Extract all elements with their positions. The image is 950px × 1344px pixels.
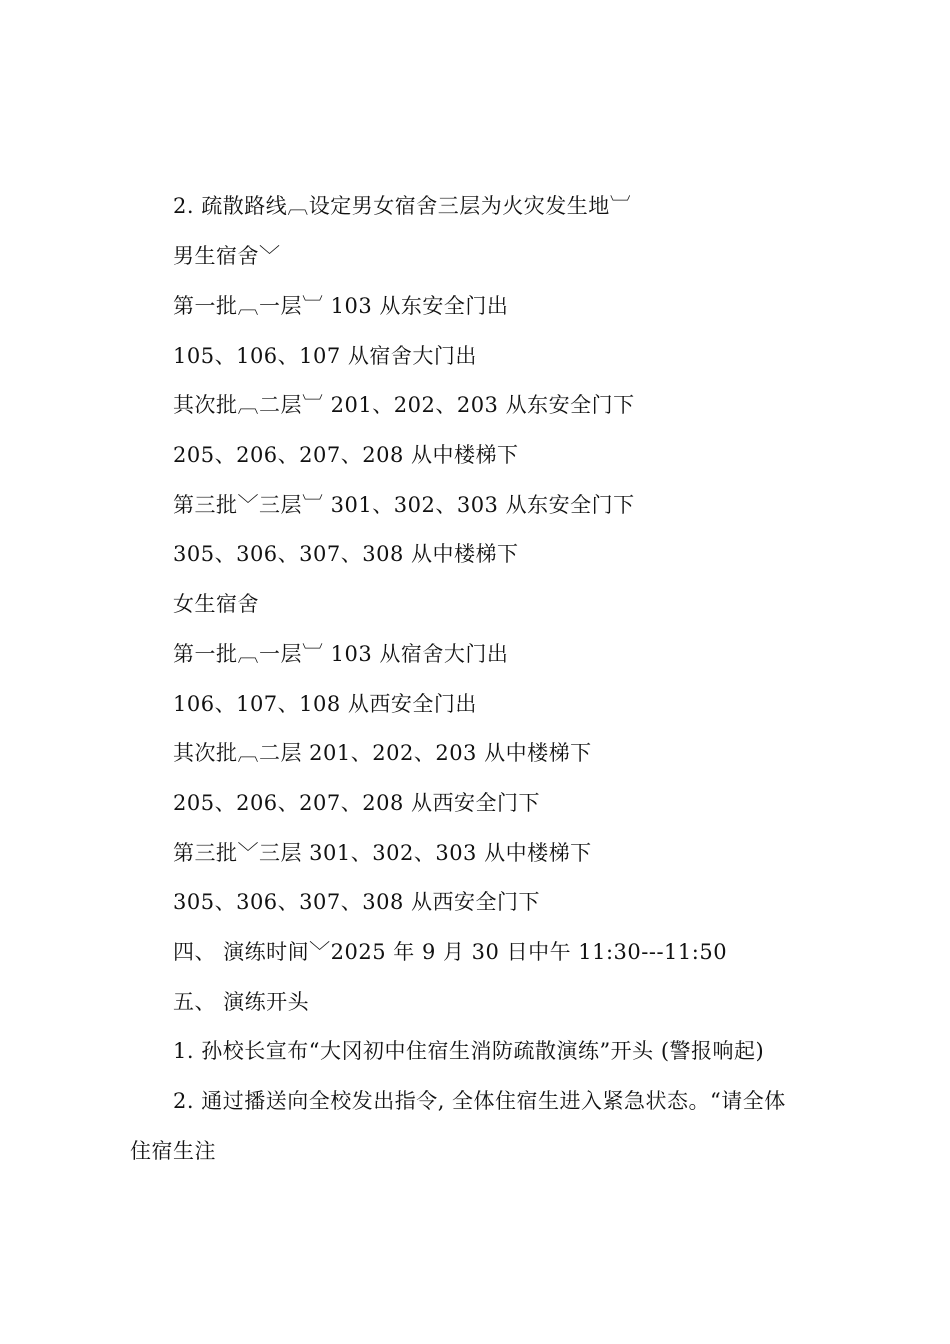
text-line: 男生宿舍﹀ <box>173 244 281 268</box>
text-line: 1. 孙校长宣布“大冈初中住宿生消防疏散演练”开头 (警报响起) <box>173 1039 765 1063</box>
text-line: 第一批︹一层︺ 103 从宿舍大门出 <box>173 642 509 666</box>
text-line: 第三批﹀三层 301、302、303 从中楼梯下 <box>173 841 592 865</box>
text-line: 第三批﹀三层︺ 301、302、303 从东安全门下 <box>173 493 635 517</box>
text-line: 305、306、307、308 从中楼梯下 <box>173 542 519 566</box>
text-line: 四、 演练时间﹀2025 年 9 月 30 日中午 11:30---11:50 <box>173 940 728 964</box>
text-line: 105、106、107 从宿舍大门出 <box>173 344 477 368</box>
text-line: 305、306、307、308 从西安全门下 <box>173 890 541 914</box>
text-line: 住宿生注 <box>130 1139 216 1163</box>
text-line: 205、206、207、208 从西安全门下 <box>173 791 541 815</box>
text-line: 106、107、108 从西安全门出 <box>173 692 477 716</box>
text-line: 五、 演练开头 <box>173 990 310 1014</box>
text-line: 2. 疏散路线︹设定男女宿舍三层为火灾发生地︺ <box>173 194 632 218</box>
text-line: 女生宿舍 <box>173 592 259 616</box>
text-line: 2. 通过播送向全校发出指令, 全体住宿生进入紧急状态。“请全体 <box>173 1089 786 1113</box>
text-line: 其次批︹二层 201、202、203 从中楼梯下 <box>173 741 592 765</box>
text-line: 第一批︹一层︺ 103 从东安全门出 <box>173 294 509 318</box>
text-line: 205、206、207、208 从中楼梯下 <box>173 443 519 467</box>
text-line: 其次批︹二层︺ 201、202、203 从东安全门下 <box>173 393 635 417</box>
